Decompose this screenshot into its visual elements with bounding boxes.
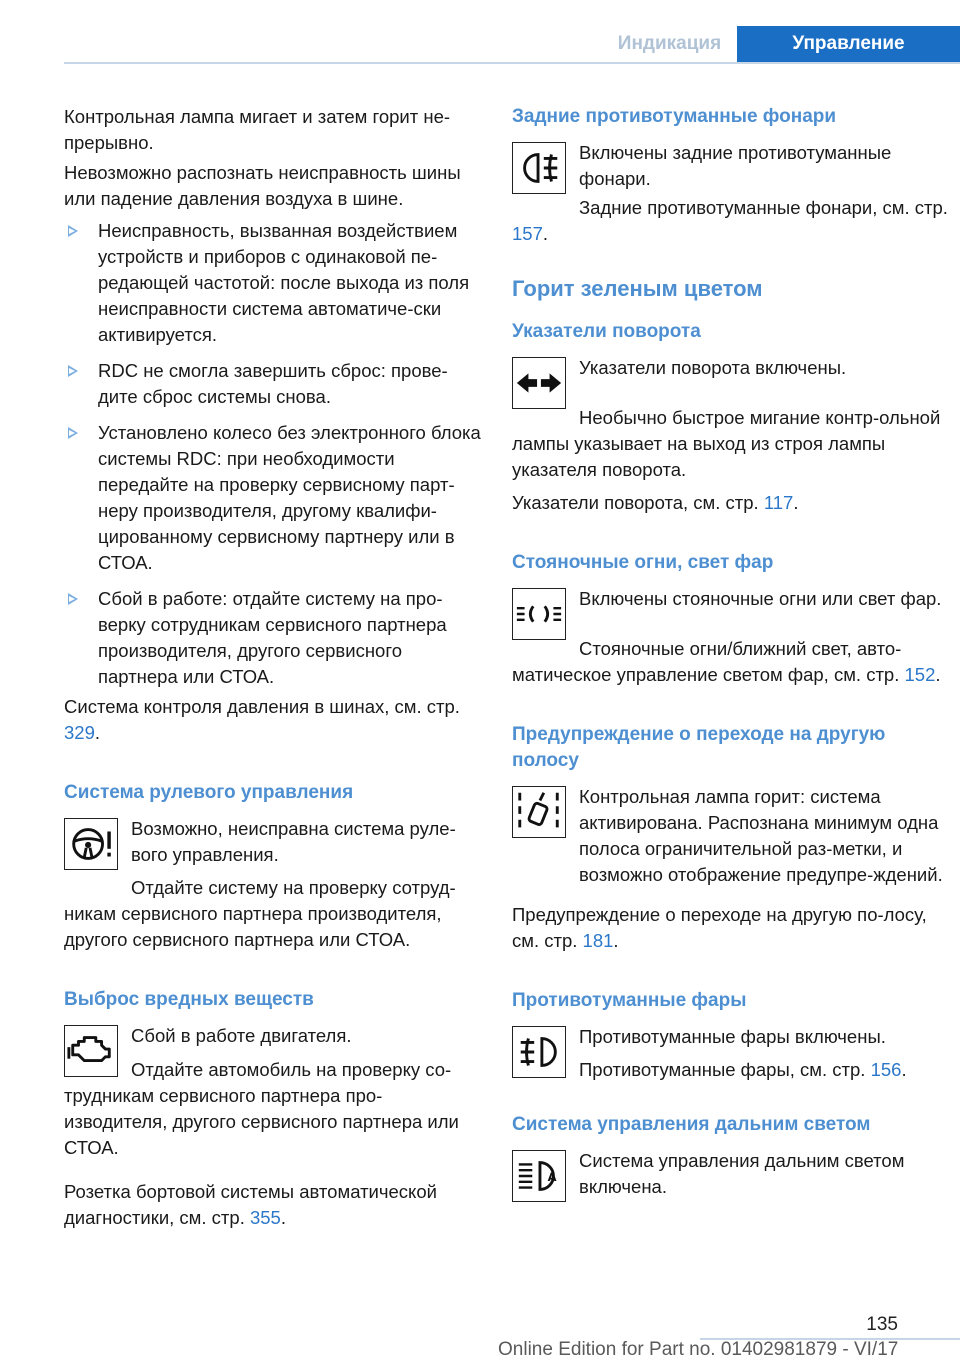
header-tab-indication[interactable]: Индикация	[617, 33, 722, 54]
green-section-heading: Горит зеленым цветом	[512, 276, 763, 301]
left-column	[64, 104, 484, 1231]
front-fog-heading: Противотуманные фары	[512, 990, 747, 1011]
triangle-bullet-icon	[68, 593, 78, 605]
triangle-bullet-icon	[68, 365, 78, 377]
obd-reference: Розетка бортовой системы автоматической диагностики, см. стр. 355.	[64, 1181, 437, 1228]
triangle-bullet-icon	[68, 225, 78, 237]
emission-text-1: Сбой в работе двигателя.	[131, 1025, 352, 1046]
turn-signal-warning	[512, 355, 952, 409]
edition-footer: Online Edition for Part no. 01402981879 - VI/17	[498, 1339, 899, 1360]
rear-fog-heading: Задние противотуманные фонари	[512, 106, 837, 127]
turn-signal-heading: Указатели поворота	[512, 321, 701, 342]
high-beam-heading: Система управления дальним светом	[512, 1114, 871, 1135]
steering-heading: Система рулевого управления	[64, 782, 354, 803]
parking-light-heading: Стояночные огни, свет фар	[512, 552, 774, 573]
lane-warning-text-1: Контрольная лампа горит: система активирована. Распознана минимум одна полоса ограничительной раз-метки, и возможно отображение предупре-ждений.	[579, 786, 943, 885]
steering-text-2: Отдайте систему на проверку сотруд-никам сервисного партнера производителя, другого сервисного партнера или СТОА.	[64, 877, 456, 950]
high-beam-text-1: Система управления дальним светом включена.	[579, 1150, 905, 1197]
front-fog-warning	[512, 1024, 952, 1090]
rear-fog-text-2: Задние противотуманные фонари, см. стр. 157.	[512, 197, 948, 244]
front-fog-reference: Противотуманные фары, см. стр. 156.	[579, 1059, 907, 1080]
lane-departure-icon	[512, 786, 566, 838]
page-link-355[interactable]: 355	[249, 1207, 281, 1228]
page-number: 135	[866, 1314, 898, 1335]
steering-wheel-warning-icon	[64, 818, 118, 870]
page-link-152[interactable]: 152	[904, 664, 936, 685]
engine-icon	[64, 1025, 118, 1077]
turn-signal-reference: Указатели поворота, см. стр. 117.	[512, 492, 799, 513]
high-beam-warning	[512, 1148, 952, 1207]
parking-light-warning	[512, 586, 952, 640]
page-link-117[interactable]: 117	[763, 492, 794, 513]
parking-light-icon	[512, 588, 566, 640]
emission-text-2: Отдайте автомобиль на проверку со-трудникам сервисного партнера про-изводителя, другого сервисного партнера или СТОА.	[64, 1059, 459, 1158]
turn-signal-arrows-icon	[512, 357, 566, 409]
lane-warning-heading: Предупреждение о переходе на другую полосу	[512, 724, 886, 771]
lane-warning-reference: Предупреждение о переходе на другую по-лосу, см. стр. 181.	[512, 904, 927, 951]
steering-text-1: Возможно, неисправна система руле-вого управления.	[131, 818, 456, 865]
left-paragraph-2: Невозможно распознать неисправность шины или падение давления воздуха в шине.	[64, 162, 461, 209]
page-link-329[interactable]: 329	[64, 722, 95, 743]
front-fog-text-1: Противотуманные фары включены.	[579, 1026, 886, 1047]
right-column	[512, 104, 952, 1207]
rear-fog-warning	[512, 140, 952, 199]
rear-fog-light-icon	[512, 142, 566, 194]
emission-heading: Выброс вредных веществ	[64, 989, 314, 1010]
list-item: Сбой в работе: отдайте систему на про-верку сотрудникам сервисного партнера производителя, другого сервисного партнера или СТОА.	[64, 586, 484, 690]
left-paragraph-1: Контрольная лампа мигает и затем горит не-прерывно.	[64, 106, 451, 153]
header-tab-control[interactable]: Управление	[737, 26, 960, 62]
list-item: Установлено колесо без электронного блока системы RDC: при необходимости передайте на проверку сервисному парт-неру производителя, другому квалифи-цированному сервисному партнеру или в СТОА.	[64, 420, 484, 576]
parking-light-text-2: Стояночные огни/ближний свет, авто-матическое управление светом фар, см. стр. 152.	[512, 638, 941, 685]
header-divider	[64, 62, 960, 64]
steering-warning	[64, 816, 484, 875]
svg-text:A: A	[547, 1169, 557, 1184]
page-link-181[interactable]: 181	[582, 930, 614, 951]
front-fog-light-icon	[512, 1026, 566, 1078]
lane-departure-warning	[512, 784, 952, 895]
page-link-157[interactable]: 157	[512, 223, 543, 244]
fault-list	[64, 218, 484, 690]
turn-signal-text-2: Необычно быстрое мигание контр-ольной лампы указывает на выход из строя лампы указателя поворота.	[512, 407, 941, 480]
page-link-156[interactable]: 156	[870, 1059, 902, 1080]
parking-light-text-1: Включены стояночные огни или свет фар.	[579, 588, 942, 609]
tire-pressure-reference: Система контроля давления в шинах, см. стр. 329.	[64, 696, 460, 743]
list-item: Неисправность, вызванная воздействием устройств и приборов с одинаковой пе-редающей частотой: после выхода из поля неисправности система автоматиче-ски активируется.	[64, 218, 484, 348]
high-beam-assistant-icon	[512, 1150, 566, 1202]
list-item: RDC не смогла завершить сброс: прове-дите сброс системы снова.	[64, 358, 484, 410]
rear-fog-text-1: Включены задние противотуманные фонари.	[579, 142, 892, 189]
triangle-bullet-icon	[68, 427, 78, 439]
turn-signal-text-1: Указатели поворота включены.	[579, 357, 847, 378]
